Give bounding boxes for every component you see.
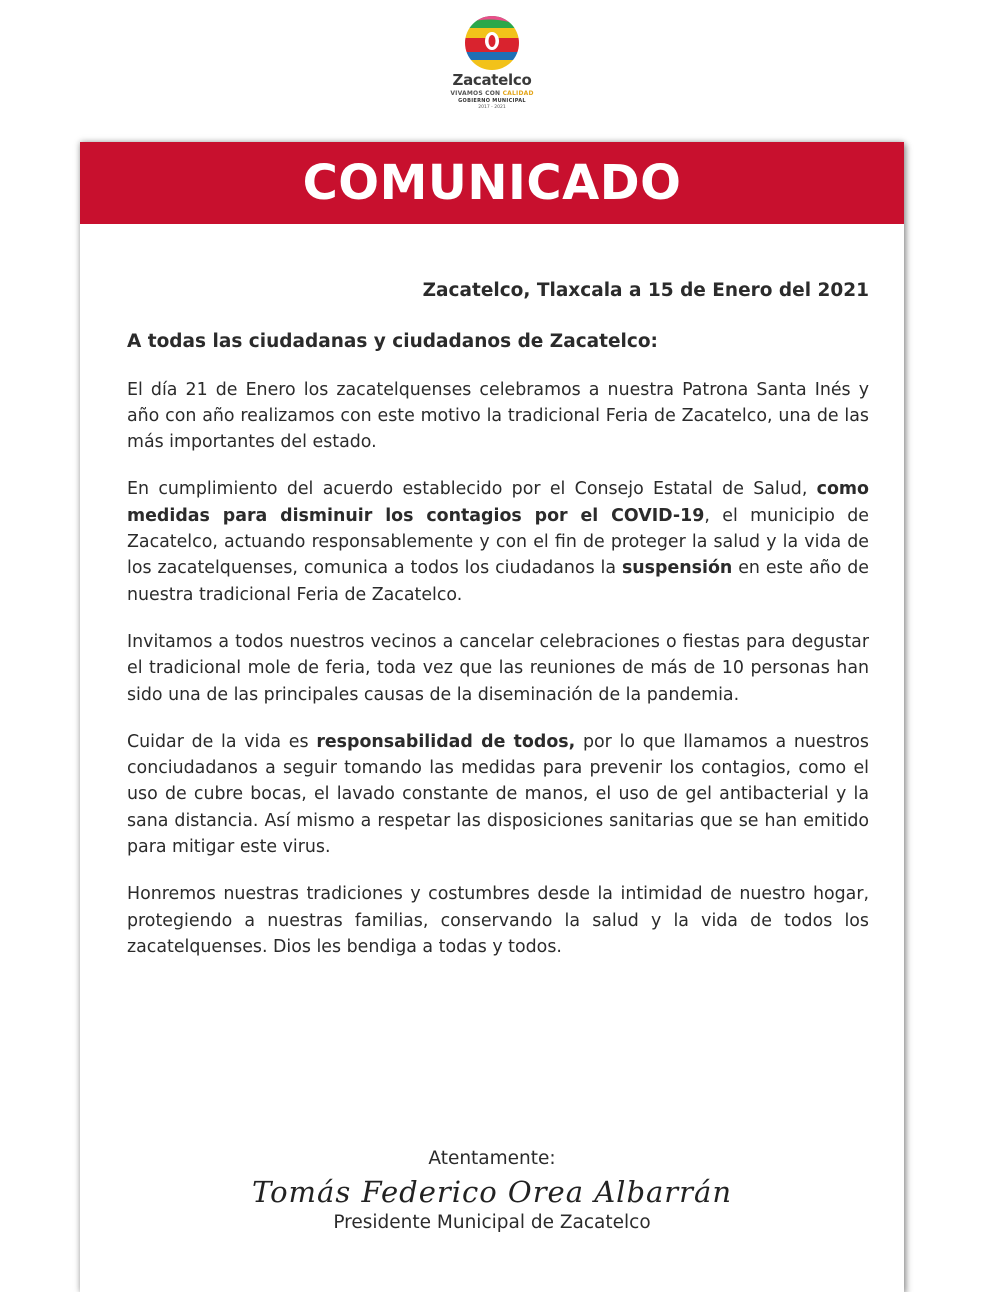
communique-sheet xyxy=(80,142,904,1292)
paragraph-5: Honremos nuestras tradiciones y costumbres desde la intimidad de nuestro hogar, protegiendo a nuestras familias, conservando la salud y la vida de todos los zacatelquenses. Dios les bendiga a todas y todos. xyxy=(127,884,869,957)
paragraph-4-text-a: Cuidar de la vida es xyxy=(127,731,317,752)
signature: Tomás Federico Orea Albarrán xyxy=(252,1175,732,1209)
paragraph-1: El día 21 de Enero los zacatelquenses celebramos a nuestra Patrona Santa Inés y año con año realizamos con este motivo la tradicional Feria de Zacatelco, una de las más importantes del estado. xyxy=(127,379,869,453)
title-banner xyxy=(80,142,904,224)
paragraph-2-text-c: , el municipio de Zacatelco, actuando responsablemente y con el fin de proteger la salud y la vida de los zacatelquenses, comunica a todos los ciudadanos la xyxy=(127,505,869,579)
paragraph-2-bold-suspension: suspensión xyxy=(621,558,733,579)
date-line: Zacatelco, Tlaxcala a 15 de Enero del 2021 xyxy=(422,280,869,301)
paragraph-2-text-e: en este año de nuestra tradicional Feria de Zacatelco. xyxy=(127,558,869,605)
salutation: A todas las ciudadanas y ciudadanos de Zacatelco: xyxy=(127,331,658,353)
municipal-logo xyxy=(436,14,548,126)
logo-government: GOBIERNO MUNICIPAL xyxy=(458,98,526,104)
closing-label: Atentamente: xyxy=(428,1148,556,1169)
signer-role: Presidente Municipal de Zacatelco xyxy=(333,1212,651,1233)
logo-name: Zacatelco xyxy=(452,71,532,89)
paragraph-2-text-a: En cumplimiento del acuerdo establecido por el Consejo Estatal de Salud, xyxy=(127,479,817,500)
logo-slogan xyxy=(436,89,548,98)
page-title: COMUNICADO xyxy=(302,155,682,211)
paragraph-4-text-c: por lo que llamamos a nuestros conciudadanos a seguir tomando las medidas para prevenir los contagios, como el uso de cubre bocas, el lavado constante de manos, el uso de gel antibacterial y la sana distancia. Así mismo a respetar las disposiciones sanitarias que se han emitido para mitigar este virus. xyxy=(127,731,869,858)
paragraph-4 xyxy=(127,729,869,860)
closing-block xyxy=(80,1146,904,1236)
paragraph-4-bold-responsibility: responsabilidad de todos, xyxy=(316,731,576,752)
logo-slogan-prefix: VIVAMOS CON xyxy=(450,90,503,97)
paragraph-2-bold-covid: como medidas para disminuir los contagios por el COVID-19 xyxy=(127,479,869,526)
letter-body xyxy=(127,278,869,960)
logo-slogan-highlight: CALIDAD xyxy=(502,90,534,97)
paragraph-2 xyxy=(127,476,869,607)
logo-years: 2017 - 2021 xyxy=(478,105,506,110)
zacatelco-emblem-icon xyxy=(463,14,521,72)
paragraph-3: Invitamos a todos nuestros vecinos a cancelar celebraciones o fiestas para degustar el tradicional mole de feria, toda vez que las reuniones de más de 10 personas han sido una de las principales causas de la diseminación de la pandemia. xyxy=(127,631,869,705)
